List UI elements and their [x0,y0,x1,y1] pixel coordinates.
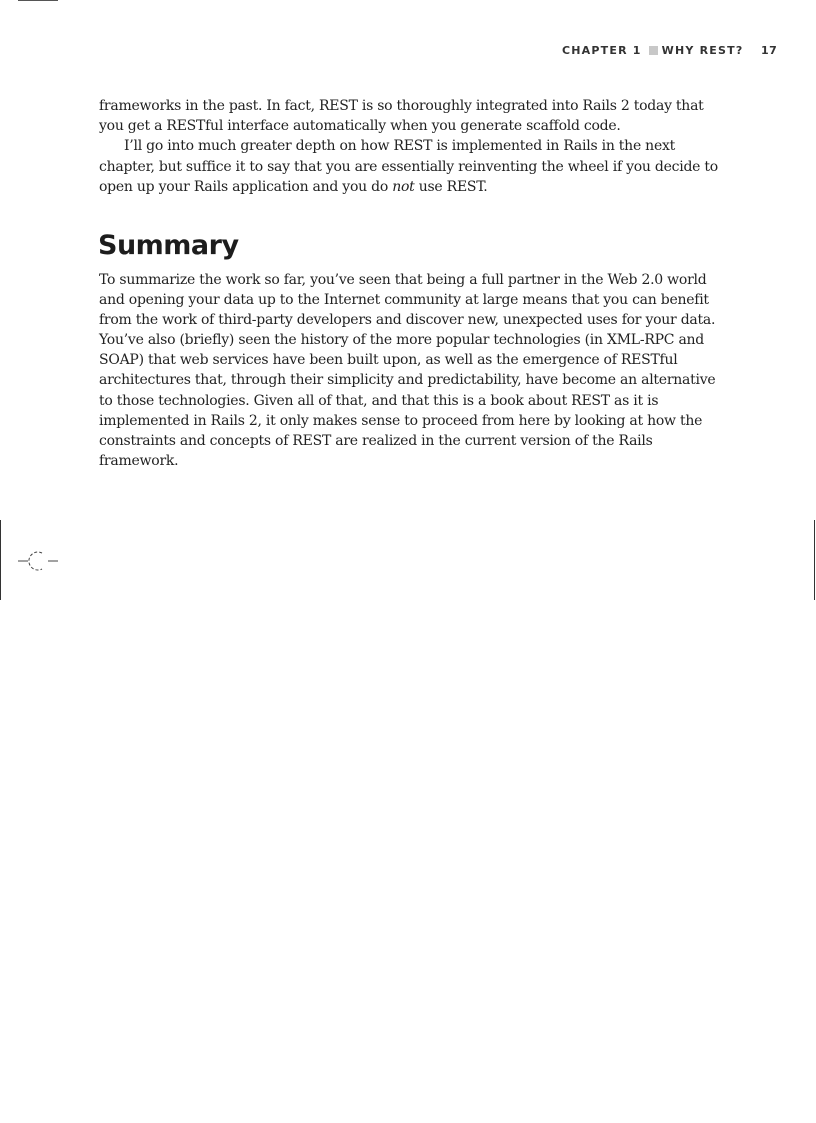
chapter-label: CHAPTER 1 WHY REST? [562,44,744,57]
section-heading-summary: Summary [98,230,239,261]
registration-mark-icon [18,548,62,576]
crop-mark-top [18,0,58,1]
intro-paragraph-1: frameworks in the past. In fact, REST is so thoroughly integrated into Rails 2 today that you get a RESTful interface automatically when you generate scaffold code. [99,98,704,135]
crop-line-left [0,520,1,600]
intro-paragraph-2: I’ll go into much greater depth on how REST is implemented in Rails in the next chapter, but suffice it to say that you are essentially reinventing the wheel if you decide to open up your Rails application and you do not use REST. [99,138,718,195]
crop-line-right [814,520,815,600]
header-separator-square [649,46,658,55]
summary-paragraph: To summarize the work so far, you’ve seen that being a full partner in the Web 2.0 world and opening your data up to the Internet community at large means that you can benefit from the work of third-party developers and discover new, unexpected uses for your data. You’ve also (briefly) seen the history of the more popular technologies (in XML-RPC and SOAP) that web services have been built upon, as well as the emergence of RESTful architectures that, through their simplicity and predictability, have become an alternative to those technologies. Given all of that, and that this is a book about REST as it is implemented in Rails 2, it only makes sense to proceed from here by looking at how the constraints and concepts of REST are realized in the current version of the Rails framework. [99,272,716,469]
intro-text [99,96,721,197]
emphasis-not: not [392,178,415,195]
running-header [0,44,816,60]
page-number: 17 [761,44,778,57]
